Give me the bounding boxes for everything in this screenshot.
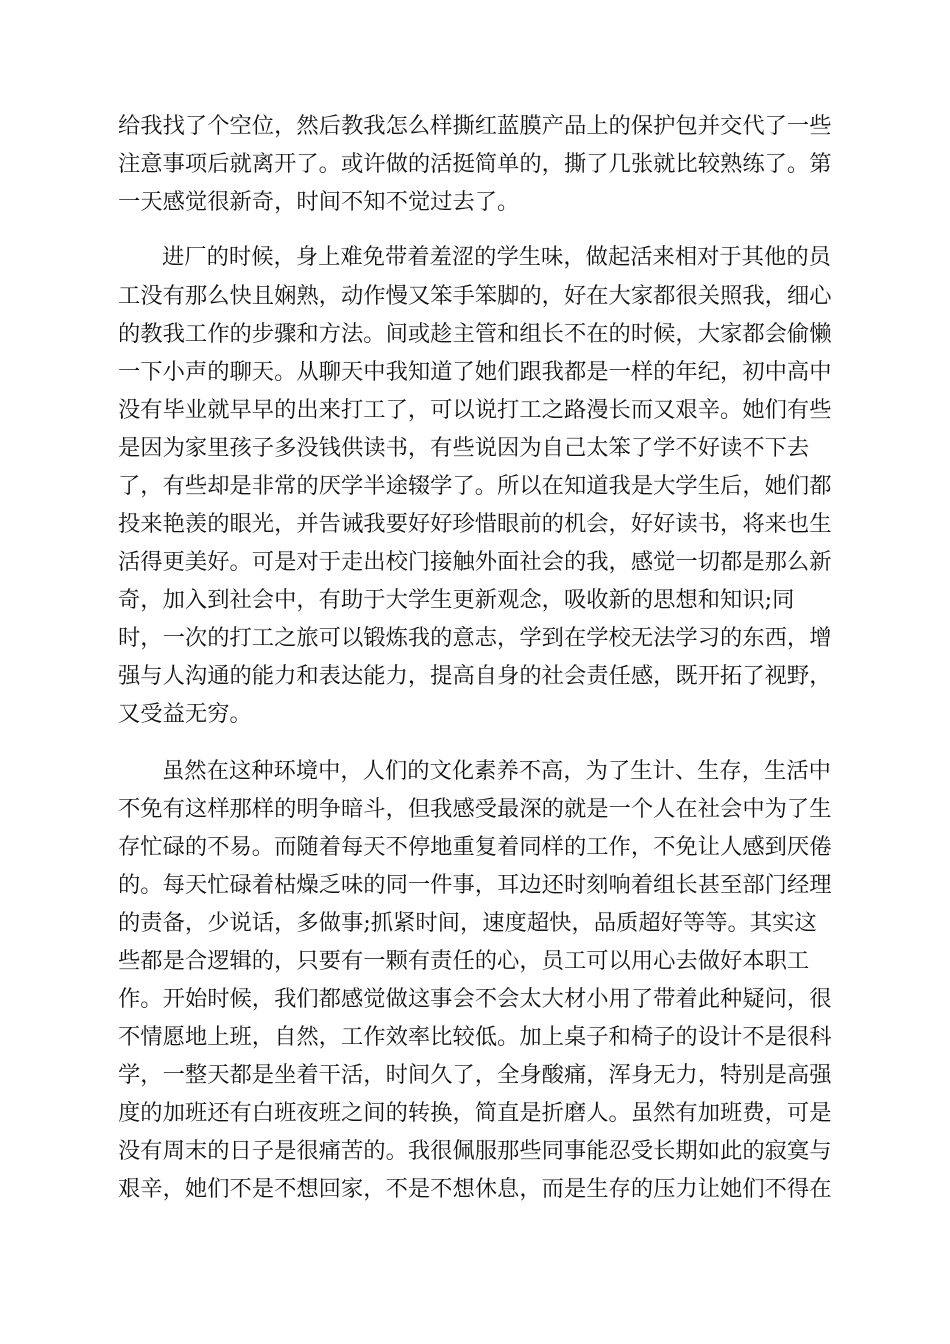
text-line: 的。每天忙碌着枯燥乏味的同一件事，耳边还时刻响着组长甚至部门经理 <box>118 872 832 898</box>
text-line: 不免有这样那样的明争暗斗，但我感受最深的就是一个人在社会中为了生 <box>118 796 832 822</box>
text-line: 进厂的时候，身上难免带着羞涩的学生味，做起活来相对于其他的员 <box>162 244 831 270</box>
text-line: 艰辛，她们不是不想回家，不是不想休息，而是生存的压力让她们不得在 <box>118 1176 832 1202</box>
text-line: 些都是合逻辑的，只要有一颗有责任的心，员工可以用心去做好本职工 <box>118 948 810 974</box>
text-line: 的教我工作的步骤和方法。间或趁主管和组长不在的时候，大家都会偷懒 <box>118 321 832 347</box>
text-line: 学，一整天都是坐着干活，时间久了，全身酸痛，浑身无力，特别是高强 <box>118 1062 832 1088</box>
text-line: 存忙碌的不易。而随着每天不停地重复着同样的工作，不免让人感到厌倦 <box>118 834 832 860</box>
text-line: 投来艳羡的眼光，并告诫我要好好珍惜眼前的机会，好好读书，将来也生 <box>118 511 832 537</box>
text-line: 没有周末的日子是很痛苦的。我很佩服那些同事能忍受长期如此的寂寞与 <box>118 1138 832 1164</box>
text-line: 奇，加入到社会中，有助于大学生更新观念，吸收新的思想和知识;同 <box>118 587 795 613</box>
text-line: 一下小声的聊天。从聊天中我知道了她们跟我都是一样的年纪，初中高中 <box>118 359 832 385</box>
text-line: 没有毕业就早早的出来打工了，可以说打工之路漫长而又艰辛。她们有些 <box>118 397 832 423</box>
text-line: 虽然在这种环境中，人们的文化素养不高，为了生计、生存，生活中 <box>162 758 831 784</box>
text-line: 工没有那么快且娴熟，动作慢又笨手笨脚的，好在大家都很关照我，细心 <box>118 283 832 309</box>
text-line: 给我找了个空位，然后教我怎么样撕红蓝膜产品上的保护包并交代了一些 <box>118 113 832 139</box>
text-line: 的责备，少说话，多做事;抓紧时间，速度超快，品质超好等等。其实这 <box>118 910 817 936</box>
text-line: 活得更美好。可是对于走出校门接触外面社会的我，感觉一切都是那么新 <box>118 549 832 575</box>
text-line: 了，有些却是非常的厌学半途辍学了。所以在知道我是大学生后，她们都 <box>118 473 832 499</box>
text-line: 又受益无穷。 <box>118 701 252 727</box>
text-line: 作。开始时候，我们都感觉做这事会不会太大材小用了带着此种疑问，很 <box>118 986 832 1012</box>
text-line: 注意事项后就离开了。或许做的活挺简单的，撕了几张就比较熟练了。第 <box>118 151 832 177</box>
text-line: 不情愿地上班，自然，工作效率比较低。加上桌子和椅子的设计不是很科 <box>118 1024 832 1050</box>
text-line: 度的加班还有白班夜班之间的转换，简直是折磨人。虽然有加班费，可是 <box>118 1100 832 1126</box>
text-line: 强与人沟通的能力和表达能力，提高自身的社会责任感，既开拓了视野， <box>118 663 832 689</box>
text-line: 一天感觉很新奇，时间不知不觉过去了。 <box>118 189 520 215</box>
text-line: 是因为家里孩子多没钱供读书，有些说因为自己太笨了学不好读不下去 <box>118 435 810 461</box>
text-line: 时，一次的打工之旅可以锻炼我的意志，学到在学校无法学习的东西，增 <box>118 625 832 651</box>
